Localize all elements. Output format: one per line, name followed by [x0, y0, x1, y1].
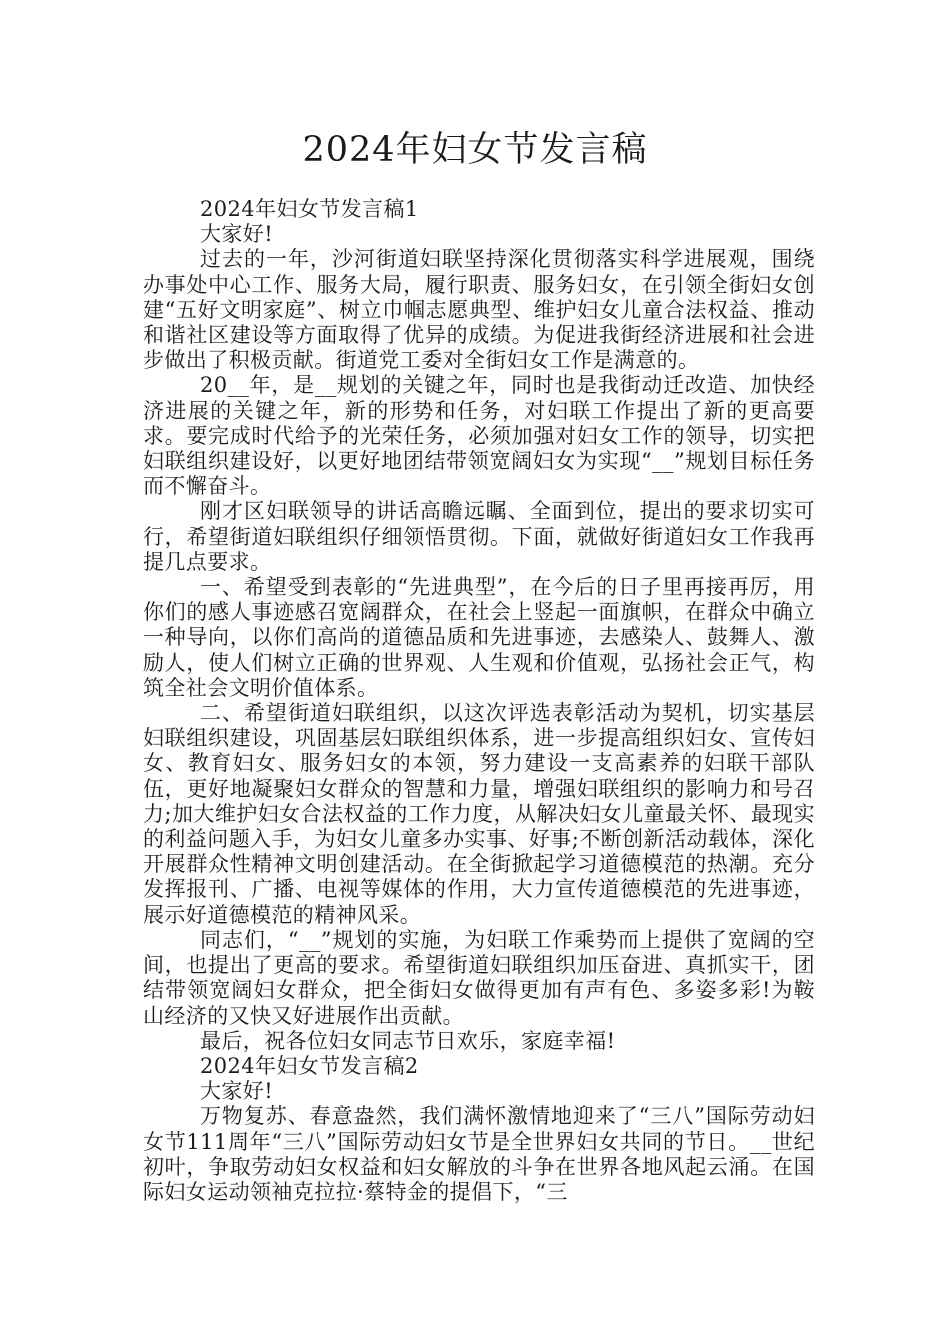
paragraph: 二、希望街道妇联组织，以这次评选表彰活动为契机，切实基层妇联组织建设，巩固基层妇联组织体系，进一步提高组织妇女、宣传妇女、教育妇女、服务妇女的本领，努力建设一支高素养的妇联干部队伍，更好地凝聚妇女群众的智慧和力量，增强妇联组织的影响力和号召力;加大维护妇女合法权益的工作力度，从解决妇女儿童最关怀、最现实的利益问题入手，为妇女儿童多办实事、好事;不断创新活动载体，深化开展群众性精神文明创建活动。在全街掀起学习道德模范的热潮。充分发挥报刊、广播、电视等媒体的作用，大力宣传道德模范的先进事迹，展示好道德模范的精神风采。	[143, 701, 815, 927]
greeting-1: 大家好!	[200, 222, 274, 247]
paragraph: 万物复苏、春意盎然，我们满怀激情地迎来了“三八”国际劳动妇女节111周年“三八”国际劳动妇女节是全世界妇女共同的节日。__世纪初叶，争取劳动妇女权益和妇女解放的斗争在世界各地风起云涌。在国际妇女运动领袖克拉拉·蔡特金的提倡下，“三	[143, 1104, 815, 1204]
paragraph: 过去的一年，沙河街道妇联坚持深化贯彻落实科学进展观，围绕办事处中心工作、服务大局，履行职责、服务妇女，在引领全街妇女创建“五好文明家庭”、树立巾帼志愿典型、维护妇女儿童合法权益、推动和谐社区建设等方面取得了优异的成绩。为促进我街经济进展和社会进步做出了积极贡献。街道党工委对全街妇女工作是满意的。	[143, 247, 815, 373]
closing-paragraph: 最后，祝各位妇女同志节日欢乐，家庭幸福!	[200, 1028, 616, 1053]
paragraph: 一、希望受到表彰的“先进典型”，在今后的日子里再接再厉，用你们的感人事迹感召宽阔群众，在社会上竖起一面旗帜，在群众中确立一种导向，以你们高尚的道德品质和先进事迹，去感染人、鼓舞人、激励人，使人们树立正确的世界观、人生观和价值观，弘扬社会正气，构筑全社会文明价值体系。	[143, 575, 815, 700]
paragraph: 同志们，“__”规划的实施，为妇联工作乘势而上提供了宽阔的空间，也提出了更高的要求。希望街道妇联组织加压奋进、真抓实干，团结带领宽阔妇女群众，把全街妇女做得更加有声有色、多姿多彩!为鞍山经济的又快又好进展作出贡献。	[143, 927, 815, 1028]
document-body	[143, 197, 815, 1205]
paragraph: 20__年，是__规划的关键之年，同时也是我街动迁改造、加快经济进展的关键之年，新的形势和任务，对妇联工作提出了新的更高要求。要完成时代给予的光荣任务，必须加强对妇女工作的领导，切实把妇联组织建设好，以更好地团结带领宽阔妇女为实现“__”规划目标任务而不懈奋斗。	[143, 373, 815, 499]
document-title: 2024年妇女节发言稿	[302, 130, 648, 170]
paragraph: 刚才区妇联领导的讲话高瞻远瞩、全面到位，提出的要求切实可行，希望街道妇联组织仔细领悟贯彻。下面，就做好街道妇女工作我再提几点要求。	[143, 499, 815, 574]
section-heading-2: 2024年妇女节发言稿2	[200, 1053, 419, 1078]
greeting-2: 大家好!	[200, 1079, 274, 1104]
section-heading-1: 2024年妇女节发言稿1	[200, 197, 419, 221]
